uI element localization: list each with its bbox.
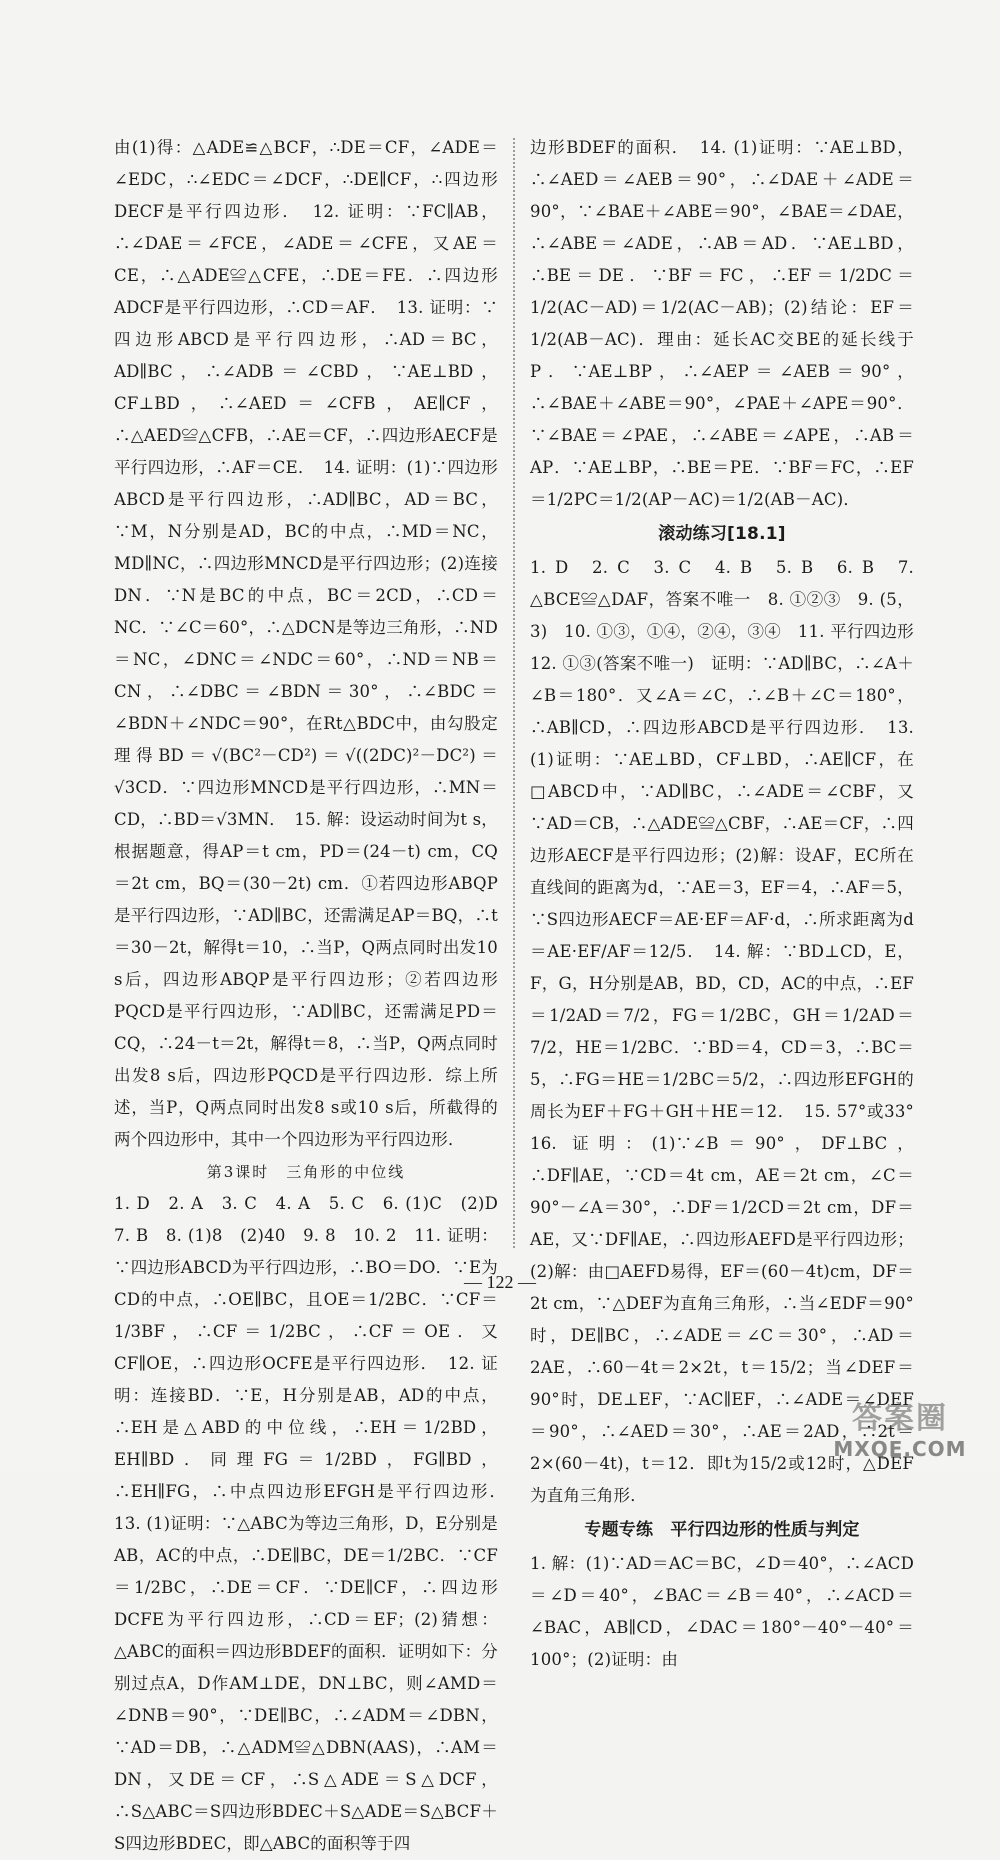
left-answer-block-2: 1. D 2. A 3. C 4. A 5. C 6. (1)C (2)D 7. B 8. (1)8 (2)40 9. 8 10. 2 11. 证明：∵四边形ABCD为平行四边形，∴BO＝DO．∵E为CD的中点，∴OE∥BC，且OE＝1/2BC．∵CF＝1/3BF，∴CF＝1/2BC，∴CF＝OE．又CF∥OE，∴四边形OCFE是平行四边形． 12. 证明：连接BD．∵E，H分别是AB，AD的中点，∴EH是△ABD的中位线，∴EH＝1/2BD，EH∥BD．同理FG＝1/2BD，FG∥BD，∴EH∥FG，∴中点四边形EFGH是平行四边形． 13. (1)证明：∵△ABC为等边三角形，D，E分别是AB，AC的中点，∴DE∥BC，DE＝1/2BC．∵CF＝1/2BC，∴DE＝CF．∵DE∥CF，∴四边形DCFE为平行四边形，∴CD＝EF；(2)猜想：△ABC的面积＝四边形BDEF的面积．证明如下：分别过点A，D作AM⊥DE，DN⊥BC，则∠AMD＝∠DNB＝90°，∵DE∥BC，∴∠ADM＝∠DBN，∵AD＝DB，∴△ADM≌△DBN(AAS)，∴AM＝DN，又DE＝CF，∴S△ADE＝S△DCF，∴S△ABC＝S四边形BDEC＋S△ADE＝S△BCF＋S四边形BDEC，即△ABC的面积等于四 [114, 1194, 515, 1853]
right-section-title: 滚动练习[18.1] [658, 524, 786, 544]
right-answer-block-2: 1. D 2. C 3. C 4. B 5. B 6. B 7. △BCE≌△DAF，答案不唯一 8. ①②③ 9. (5，3) 10. ①③，①④，②④，③④ 11. 平行四边形 12. ①③(答案不唯一) 证明：∵AD∥BC，∴∠A＋∠B＝180°．又∠A＝∠C，∴∠B＋∠C＝180°，∴AB∥CD，∴四边形ABCD是平行四边形． 13. (1)证明：∵AE⊥BD，CF⊥BD，∴AE∥CF，在□ABCD中，∵AD∥BC，∴∠ADE＝∠CBF，又∵AD＝CB，∴△ADE≌△CBF，∴AE＝CF，∴四边形AECF是平行四边形；(2)解：设AF，EC所在直线间的距离为d，∵AE＝3，EF＝4，∴AF＝5，∵S四边形AECF＝AE·EF＝AF·d，∴所求距离为d＝AE·EF/AF＝12/5． 14. 解：∵BD⊥CD，E，F，G，H分别是AB，BD，CD，AC的中点，∴EF＝1/2AD＝7/2，FG＝1/2BC，GH＝1/2AD＝7/2，HE＝1/2BC．∵BD＝4，CD＝3，∴BC＝5，∴FG＝HE＝1/2BC＝5/2，∴四边形EFGH的周长为EF＋FG＋GH＋HE＝12． 15. 57°或33° 16. 证明：(1)∵∠B＝90°，DF⊥BC，∴DF∥AE，∵CD＝4t cm，AE＝2t cm，∠C＝90°－∠A＝30°，∴DF＝1/2CD＝2t cm，DF＝AE，又∵DF∥AE，∴四边形AEFD是平行四边形；(2)解：由□AEFD易得，EF＝(60－4t)cm，DF＝2t cm，∵△DEF为直角三角形，∴当∠EDF＝90°时，DE∥BC，∴∠ADE＝∠C＝30°，∴AD＝2AE，∴60－4t＝2×2t，t＝15/2；当∠DEF＝90°时，DE⊥EF，∵AC∥EF，∴∠ADE＝∠DEF＝90°，∴∠AED＝30°，∴AE＝2AD，∴2t＝2×(60－4t)，t＝12．即t为15/2或12时，△DEF为直角三角形． [530, 558, 931, 1505]
column-divider [513, 138, 515, 1248]
right-answer-block: 边形BDEF的面积． 14. (1)证明：∵AE⊥BD，∴∠AED＝∠AEB＝90°，∴∠DAE＋∠ADE＝90°，∵∠BAE＋∠ABE＝90°，∠BAE＝∠DAE，∴∠ABE＝∠ADE，∴AB＝AD．∵AE⊥BD，∴BE＝DE．∵BF＝FC，∴EF＝1/2DC＝1/2(AC－AD)＝1/2(AC－AB)；(2)结论：EF＝1/2(AB－AC)．理由：延长AC交BE的延长线于P．∵AE⊥BP，∴∠AEP＝∠AEB＝90°，∴∠BAE＋∠ABE＝90°，∠PAE＋∠APE＝90°．∵∠BAE＝∠PAE，∴∠ABE＝∠APE，∴AB＝AP．∵AE⊥BP，∴BE＝PE．∵BF＝FC，∴EF＝1/2PC＝1/2(AP－AC)＝1/2(AB－AC)． [530, 138, 914, 509]
left-answer-block: 由(1)得：△ADE≌△BCF，∴DE＝CF，∠ADE＝∠EDC，∴∠EDC＝∠DCF，∴DE∥CF，∴四边形DECF是平行四边形． 12. 证明：∵FC∥AB，∴∠DAE＝∠FCE，∠ADE＝∠CFE，又AE＝CE，∴△ADE≌△CFE，∴DE＝FE．∴四边形ADCF是平行四边形，∴CD＝AF． 13. 证明：∵四边形ABCD是平行四边形，∴AD＝BC，AD∥BC，∴∠ADB＝∠CBD，∵AE⊥BD，CF⊥BD，∴∠AED＝∠CFB，AE∥CF，∴△AED≌△CFB，∴AE＝CF，∴四边形AECF是平行四边形，∴AF＝CE． 14. 证明：(1)∵四边形ABCD是平行四边形，∴AD∥BC，AD＝BC，∵M，N分别是AD，BC的中点，∴MD＝NC，MD∥NC，∴四边形MNCD是平行四边形；(2)连接DN．∵N是BC的中点，BC＝2CD，∴CD＝NC．∵∠C＝60°，∴△DCN是等边三角形，∴ND＝NC，∠DNC＝∠NDC＝60°，∴ND＝NB＝CN，∴∠DBC＝∠BDN＝30°，∴∠BDC＝∠BDN＋∠NDC＝90°，在Rt△BDC中，由勾股定理得BD＝√(BC²－CD²)＝√((2DC)²－DC²)＝√3CD．∵四边形MNCD是平行四边形，∴MN＝CD，∴BD＝√3MN． 15. 解：设运动时间为t s，根据题意，得AP＝t cm，PD＝(24－t) cm，CQ＝2t cm，BQ＝(30－2t) cm．①若四边形ABQP是平行四边形，∵AD∥BC，还需满足AP＝BQ，∴t＝30－2t，解得t＝10，∴当P，Q两点同时出发10 s后，四边形ABQP是平行四边形；②若四边形PQCD是平行四边形，∵AD∥BC，还需满足PD＝CQ，∴24－t＝2t，解得t＝8，∴当P，Q两点同时出发8 s后，四边形PQCD是平行四边形．综上所述，当P，Q两点同时出发8 s或10 s后，所截得的两个四边形中，其中一个四边形为平行四边形． [114, 138, 498, 1149]
left-section-title: 第3课时 三角形的中位线 [206, 1163, 406, 1181]
watermark-logo-text: 答案圈 [852, 1401, 948, 1436]
watermark-logo-url: MXQE.COM [833, 1437, 967, 1461]
page-number: — 122 — [464, 1272, 536, 1292]
right-section-title-2: 专题专练 平行四边形的性质与判定 [584, 1520, 860, 1540]
watermark-logo [810, 1393, 990, 1463]
right-answer-block-3: 1. 解：(1)∵AD＝AC＝BC，∠D＝40°，∴∠ACD＝∠D＝40°，∠BAC＝∠B＝40°，∴∠ACD＝∠BAC，AB∥CD，∠DAC＝180°－40°－40°＝100°；(2)证明：由 [530, 1554, 914, 1669]
